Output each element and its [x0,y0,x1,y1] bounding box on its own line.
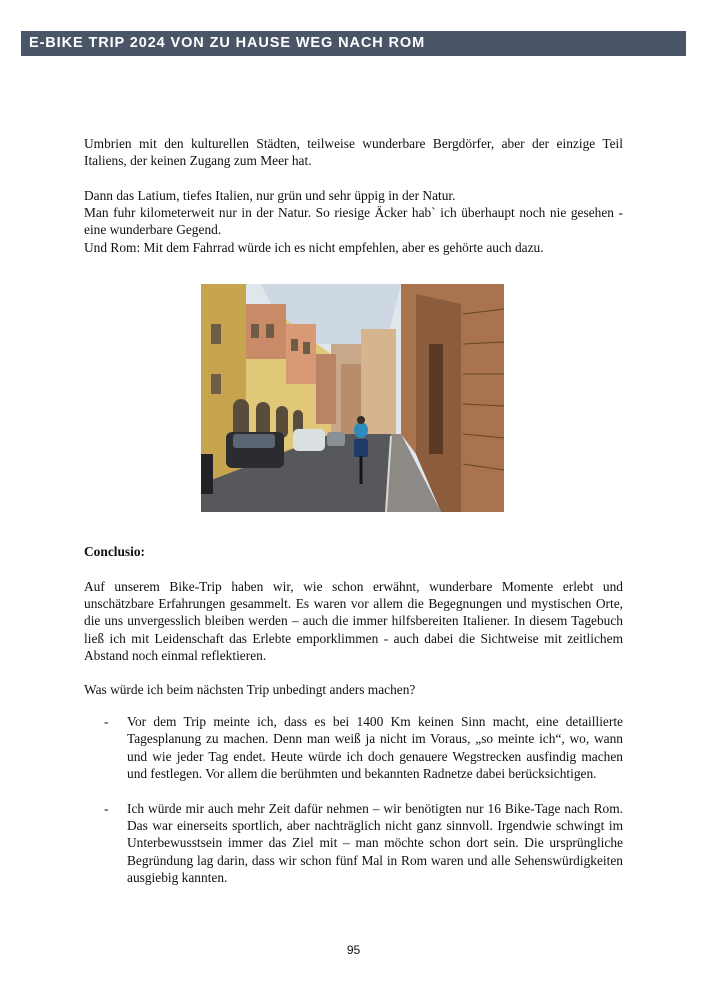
page-header [21,31,686,56]
conclusion-heading: Conclusio: [84,544,146,559]
intro-line: Und Rom: Mit dem Fahrrad würde ich es nicht empfehlen, aber es gehörte auch dazu. [84,239,544,255]
list-dash: - [104,800,109,816]
question-line: Was würde ich beim nächsten Trip unbedingt anders machen? [84,682,416,697]
conclusion-section [84,578,623,664]
intro-paragraph: Umbrien mit den kulturellen Städten, teilweise wunderbare Bergdörfer, aber der einzige Teil Italiens, der keinen Zugang zum Meer hat. [84,136,623,169]
list-item [104,800,623,887]
conclusion-paragraph: Auf unserem Bike-Trip haben wir, wie schon erwähnt, wunderbare Momente erlebt und unschätzbare Erfahrungen gesammelt. Es waren vor allem die Begegnungen und mystischen Orte, die uns unvergesslich bleiben werden – auch die immer hilfsbereiten Italiener. In diesem Tagebuch ließ ich mit Leidenschaft das Erlebte emporklimmen - auch dabei die Sichtweise mit zeitlichem Abstand noch einmal reflektieren. [84,579,623,663]
list-item [104,713,623,783]
intro-line: Man fuhr kilometerweit nur in der Natur. So riesige Äcker hab` ich überhaupt noch nie gesehen - eine wunderbare Gegend. [84,205,623,238]
header-title: E-BIKE TRIP 2024 VON ZU HAUSE WEG NACH ROM [29,35,426,51]
list-item-text: Ich würde mir auch mehr Zeit dafür nehmen – wir benötigten nur 16 Bike-Tage nach Rom. Das war einerseits sportlich, aber nachträglich nicht ganz sinnvoll. Irgendwie schwingt im Unterbewusstsein immer das Ziel mit – man möchte schon dort sein. Die ursprüngliche Begründung lag darin, dass wir schon fünf Mal in Rom waren und alle Sehenswürdigkeiten ausgiebig kannten. [127,800,623,886]
intro-line: Dann das Latium, tiefes Italien, nur grün und sehr üppig in der Natur. [84,188,456,203]
list-item-text: Vor dem Trip meinte ich, dass es bei 1400 Km keinen Sinn macht, eine detaillierte Tagesplanung zu machen. Denn man weiß ja nicht im Voraus, „so meinte ich“, wo, wann und wie jeder Tag endet. Heute würde ich doch genauere Wegstrecken ausfindig machen und festlegen. Vor allem die berühmten und bekannten Radnetze dabei berücksichtigen. [127,714,623,782]
page-number: 95 [346,943,361,957]
street-photo [201,284,504,512]
recommendation-list [104,713,623,887]
list-dash: - [104,714,109,729]
intro-section [84,135,623,169]
latium-section [84,187,623,256]
